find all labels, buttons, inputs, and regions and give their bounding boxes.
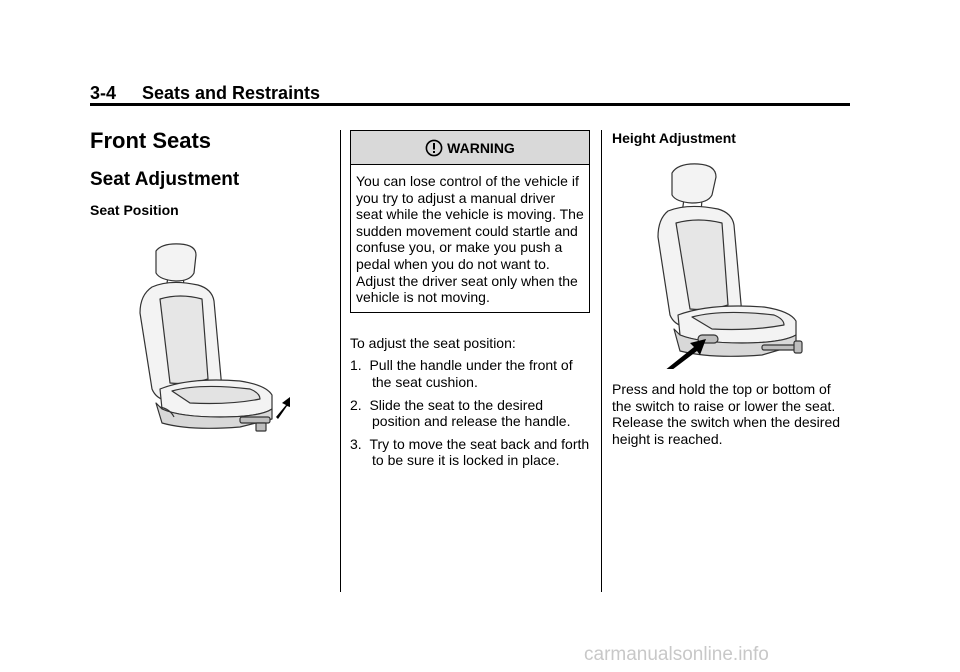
column-divider-right <box>601 130 602 592</box>
list-item: 2. Slide the seat to the desired position and release the handle. <box>350 396 571 430</box>
height-adjustment-label: Height Adjustment <box>612 130 736 146</box>
section-title: Front Seats <box>90 128 212 153</box>
seat-position-illustration <box>90 239 320 439</box>
warning-title: WARNING <box>447 139 515 156</box>
height-adjustment-text: Press and hold the top or bottom of the switch to raise or lower the seat. Release the switch when the desired height is reached. <box>612 381 841 447</box>
page-number: 3-4 <box>90 83 117 103</box>
header-rule <box>90 103 850 106</box>
column-1 <box>90 125 325 439</box>
warning-text: You can lose control of the vehicle if you try to adjust a manual driver seat while the vehicle is moving. The sudden movement could startle and confuse you, or make you push a pedal when you do not want to. Adjust the driver seat only when the vehicle is not moving. <box>356 173 584 306</box>
warning-icon <box>425 139 443 157</box>
warning-box <box>350 130 590 313</box>
watermark: carmanualsonline.info <box>584 644 769 665</box>
column-3 <box>612 130 852 447</box>
height-adjustment-illustration <box>612 159 852 369</box>
subsection-title: Seat Adjustment <box>90 169 240 190</box>
adjustment-steps <box>350 357 590 469</box>
warning-header <box>351 131 589 165</box>
page-header <box>90 82 850 104</box>
column-2 <box>350 130 590 475</box>
column-divider-left <box>340 130 341 592</box>
instructions-intro: To adjust the seat position: <box>350 334 516 351</box>
seat-position-label: Seat Position <box>90 202 179 218</box>
list-item: 3. Try to move the seat back and forth to be sure it is locked in place. <box>350 435 590 469</box>
chapter-title: Seats and Restraints <box>142 83 321 103</box>
list-item: 1. Pull the handle under the front of the seat cushion. <box>350 357 573 390</box>
